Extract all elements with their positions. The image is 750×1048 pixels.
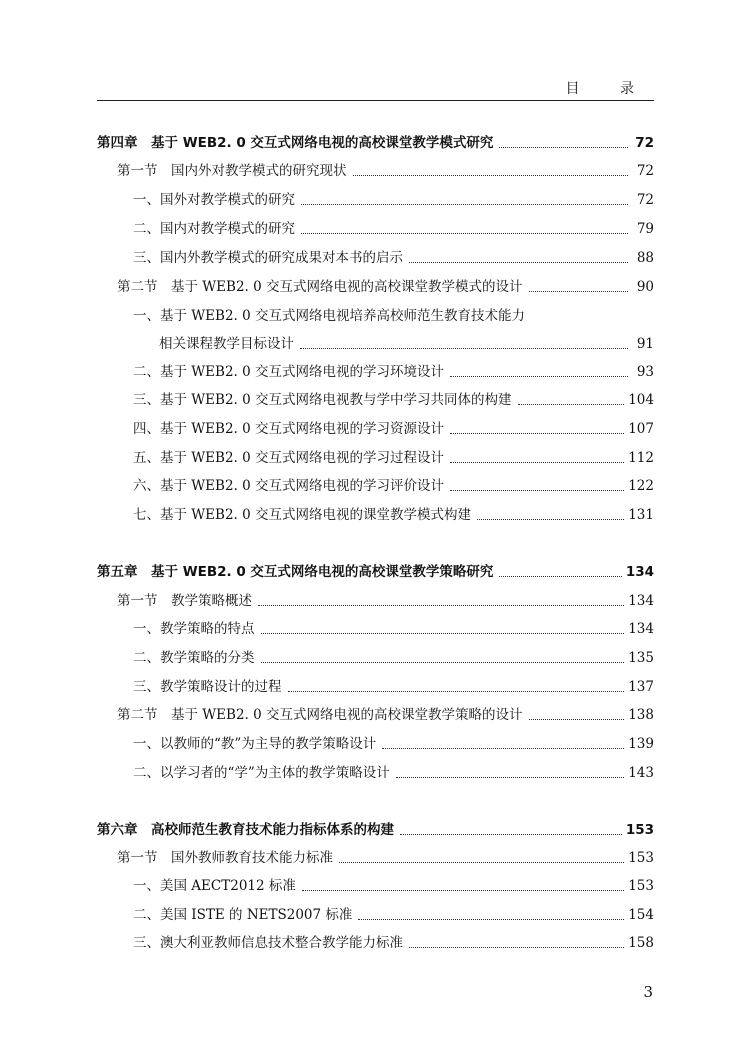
toc-entry <box>97 272 654 296</box>
toc-entry <box>97 385 654 409</box>
dot-leader <box>301 232 628 234</box>
running-header <box>97 78 654 101</box>
toc-entry-page: 131 <box>628 507 654 523</box>
toc-entry <box>97 500 654 524</box>
dot-leader <box>518 403 625 405</box>
dot-leader <box>477 518 624 520</box>
toc-entry <box>97 900 654 924</box>
toc-entry <box>97 928 654 952</box>
dot-leader <box>288 690 625 692</box>
toc-entry <box>97 843 654 867</box>
toc-entry-title: 二、以学习者的“学”为主体的教学策略设计 <box>133 765 390 781</box>
toc-entry-page: 107 <box>628 421 654 437</box>
dot-leader <box>301 203 628 205</box>
toc-entry <box>97 214 654 238</box>
toc-entry-page: 153 <box>628 878 654 894</box>
toc-entry-title: 六、基于 WEB2. 0 交互式网络电视的学习评价设计 <box>133 478 444 494</box>
toc-entry-title: 第六章 高校师范生教育技术能力指标体系的构建 <box>97 822 394 838</box>
toc-entry-page: 134 <box>625 564 654 580</box>
dot-leader <box>396 776 624 778</box>
toc-entry <box>97 156 654 180</box>
toc-entry-title: 七、基于 WEB2. 0 交互式网络电视的课堂教学模式构建 <box>133 507 471 523</box>
toc-entry-title: 第五章 基于 WEB2. 0 交互式网络电视的高校课堂教学策略研究 <box>97 564 494 580</box>
dot-leader <box>450 489 624 491</box>
toc-entry <box>97 643 654 667</box>
dot-leader <box>499 146 628 148</box>
toc-entry-page: 72 <box>636 163 654 179</box>
toc-chapter-entry <box>97 128 654 152</box>
toc-entry-page: 154 <box>628 907 654 923</box>
toc-entry-page: 112 <box>628 450 654 466</box>
toc-entry-title: 相关课程教学目标设计 <box>159 336 294 352</box>
toc-entry <box>97 185 654 209</box>
toc-entry-title: 一、国外对教学模式的研究 <box>133 192 295 208</box>
toc-entry <box>97 329 654 353</box>
toc-entry-title: 三、澳大利亚教师信息技术整合教学能力标准 <box>133 935 403 951</box>
dot-leader <box>353 174 629 176</box>
toc-entry <box>97 758 654 782</box>
toc-entry <box>97 243 654 267</box>
toc-entry-title: 第一节 国内外对教学模式的研究现状 <box>117 163 347 179</box>
toc-entry <box>97 301 654 325</box>
toc-entry-title: 一、以教师的“教”为主导的教学策略设计 <box>133 736 377 752</box>
toc-entry-page: 91 <box>636 336 654 352</box>
toc-entry-title: 第一节 教学策略概述 <box>117 593 252 609</box>
toc-entry <box>97 414 654 438</box>
toc-entry-title: 一、教学策略的特点 <box>133 621 255 637</box>
dot-leader <box>529 718 625 720</box>
toc-entry <box>97 614 654 638</box>
toc-entry-page: 153 <box>625 822 654 838</box>
toc-entry-page: 134 <box>628 593 654 609</box>
toc-entry-title: 三、教学策略设计的过程 <box>133 679 282 695</box>
toc-entry-page: 93 <box>636 364 654 380</box>
toc-entry-page: 72 <box>636 192 654 208</box>
dot-leader <box>261 661 625 663</box>
toc-chapter-entry <box>97 815 654 839</box>
dot-leader <box>450 375 628 377</box>
toc-entry-title: 三、基于 WEB2. 0 交互式网络电视教与学中学习共同体的构建 <box>133 392 512 408</box>
toc-entry-title: 五、基于 WEB2. 0 交互式网络电视的学习过程设计 <box>133 450 444 466</box>
dot-leader <box>400 833 622 835</box>
toc-entry-page: 79 <box>636 221 654 237</box>
toc-entry <box>97 672 654 696</box>
toc-entry-page: 122 <box>628 478 654 494</box>
header-title: 目 录 <box>565 81 652 97</box>
toc-entry-title: 三、国内外教学模式的研究成果对本书的启示 <box>133 250 403 266</box>
toc-entry <box>97 871 654 895</box>
toc-chapter-entry <box>97 557 654 581</box>
toc-entry-title: 二、基于 WEB2. 0 交互式网络电视的学习环境设计 <box>133 364 444 380</box>
toc-entry-title: 第四章 基于 WEB2. 0 交互式网络电视的高校课堂教学模式研究 <box>97 135 494 151</box>
toc-entry-page: 104 <box>628 392 654 408</box>
dot-leader <box>258 604 624 606</box>
dot-leader <box>358 918 624 920</box>
toc-entry-title: 一、基于 WEB2. 0 交互式网络电视培养高校师范生教育技术能力 <box>133 308 525 324</box>
toc-entry-title: 第二节 基于 WEB2. 0 交互式网络电视的高校课堂教学模式的设计 <box>117 279 523 295</box>
toc-entry-page: 72 <box>635 135 654 151</box>
dot-leader <box>529 290 629 292</box>
toc-entry-page: 138 <box>628 707 654 723</box>
toc-entry <box>97 700 654 724</box>
toc-entry-title: 四、基于 WEB2. 0 交互式网络电视的学习资源设计 <box>133 421 444 437</box>
toc-entry <box>97 357 654 381</box>
toc-entry-page: 158 <box>628 935 654 951</box>
toc-entry-page: 90 <box>636 279 654 295</box>
toc-entry-page: 137 <box>628 679 654 695</box>
toc-entry-page: 88 <box>636 250 654 266</box>
toc-entry-title: 一、美国 AECT2012 标准 <box>133 878 296 894</box>
toc-entry <box>97 471 654 495</box>
toc-entry <box>97 586 654 610</box>
toc-entry-page: 134 <box>628 621 654 637</box>
toc-entry-title: 第一节 国外教师教育技术能力标准 <box>117 850 333 866</box>
toc-entry-page: 153 <box>628 850 654 866</box>
toc-entry-title: 二、教学策略的分类 <box>133 650 255 666</box>
dot-leader <box>302 889 624 891</box>
dot-leader <box>409 261 628 263</box>
toc-entry-title: 二、美国 ISTE 的 NETS2007 标准 <box>133 907 353 923</box>
dot-leader <box>450 461 624 463</box>
toc-entry <box>97 729 654 753</box>
dot-leader <box>339 861 624 863</box>
toc-entry-page: 139 <box>628 736 654 752</box>
toc-entry <box>97 443 654 467</box>
dot-leader <box>300 347 628 349</box>
dot-leader <box>499 575 621 577</box>
dot-leader <box>261 632 625 634</box>
toc-entry-title: 二、国内对教学模式的研究 <box>133 221 295 237</box>
toc-entry-title: 第二节 基于 WEB2. 0 交互式网络电视的高校课堂教学策略的设计 <box>117 707 523 723</box>
dot-leader <box>382 747 624 749</box>
page-number: 3 <box>643 983 653 1001</box>
toc-entry-page: 143 <box>628 765 654 781</box>
dot-leader <box>450 432 624 434</box>
toc-entry-page: 135 <box>628 650 654 666</box>
dot-leader <box>409 946 624 948</box>
